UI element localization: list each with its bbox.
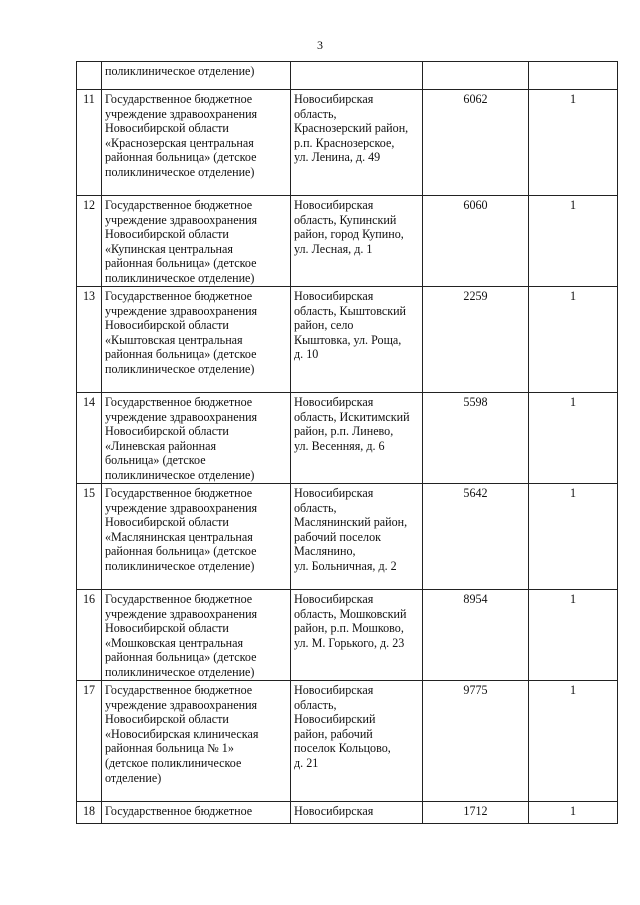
institution-name-cell	[102, 802, 291, 824]
address-line: Маслянинский район,	[294, 515, 408, 530]
page-number: 3	[317, 38, 323, 52]
institution-name-cell	[102, 90, 291, 196]
address-line: Новосибирская	[294, 486, 374, 500]
row-number-cell: 11	[77, 90, 102, 196]
address-cell	[291, 484, 423, 590]
address-line: Новосибирская	[294, 198, 374, 212]
count-cell: 5642	[423, 484, 529, 590]
institution-name-line: отделение)	[105, 770, 162, 785]
table-row-continued	[77, 62, 618, 90]
quantity-cell: 1	[529, 484, 618, 590]
institution-name-line: «Кыштовская центральная	[105, 332, 243, 347]
address-line: Новосибирская	[294, 804, 374, 818]
quantity-cell: 1	[529, 590, 618, 681]
address-line: ул. Больничная, д. 2	[294, 558, 397, 573]
address-line: д. 21	[294, 755, 319, 770]
row-number-cell: 12	[77, 196, 102, 287]
institution-name-line: Государственное бюджетное	[105, 395, 253, 409]
address-line: Кыштовка, ул. Роща,	[294, 332, 402, 347]
row-number-cell: 15	[77, 484, 102, 590]
quantity-cell	[529, 62, 618, 90]
institution-name-line: учреждение здравоохранения	[105, 606, 258, 621]
row-number-cell: 16	[77, 590, 102, 681]
quantity-cell: 1	[529, 90, 618, 196]
address-cell	[291, 287, 423, 393]
institution-name-line: районная больница» (детское	[105, 347, 257, 362]
institution-name-line: поликлиническое отделение)	[105, 64, 255, 78]
row-number-cell: 18	[77, 802, 102, 824]
institution-name-line: «Линевская районная	[105, 438, 217, 453]
count-cell: 6060	[423, 196, 529, 287]
institution-name-line: Новосибирской области	[105, 515, 229, 530]
count-cell: 6062	[423, 90, 529, 196]
row-number-cell	[77, 62, 102, 90]
institution-name-line: Государственное бюджетное	[105, 92, 253, 106]
institution-name-line: Новосибирской области	[105, 621, 229, 636]
institution-name-line: (детское поликлиническое	[105, 755, 242, 770]
quantity-cell: 1	[529, 393, 618, 484]
address-line: район, село	[294, 318, 354, 333]
table-row	[77, 393, 618, 484]
institution-name-line: поликлиническое отделение)	[105, 164, 255, 179]
institution-name-line: Новосибирской области	[105, 712, 229, 727]
address-line: Маслянино,	[294, 544, 356, 559]
address-line: область,	[294, 500, 337, 515]
count-cell: 5598	[423, 393, 529, 484]
institution-name-line: «Купинская центральная	[105, 241, 233, 256]
address-cell	[291, 62, 423, 90]
institution-name-line: Государственное бюджетное	[105, 592, 253, 606]
address-cell	[291, 90, 423, 196]
institution-name-line: поликлиническое отделение)	[105, 664, 255, 679]
institution-name-line: Новосибирской области	[105, 121, 229, 136]
table-row	[77, 590, 618, 681]
institution-name-line: учреждение здравоохранения	[105, 500, 258, 515]
institution-name-line: Государственное бюджетное	[105, 486, 253, 500]
institution-name-line: Государственное бюджетное	[105, 683, 253, 697]
address-line: Новосибирская	[294, 289, 374, 303]
row-number-cell: 17	[77, 681, 102, 802]
address-cell	[291, 802, 423, 824]
institution-name-line: Новосибирской области	[105, 318, 229, 333]
institution-name-cell	[102, 590, 291, 681]
institution-name-line: поликлиническое отделение)	[105, 361, 255, 376]
institution-name-cell	[102, 287, 291, 393]
quantity-cell: 1	[529, 802, 618, 824]
address-line: р.п. Краснозерское,	[294, 135, 395, 150]
address-line: область, Мошковский	[294, 606, 407, 621]
institution-name-line: учреждение здравоохранения	[105, 409, 258, 424]
count-cell: 8954	[423, 590, 529, 681]
address-line: ул. Весенняя, д. 6	[294, 438, 385, 453]
institution-name-line: «Новосибирская клиническая	[105, 726, 259, 741]
table-row	[77, 196, 618, 287]
institution-name-line: Новосибирской области	[105, 227, 229, 242]
institution-name-line: районная больница № 1»	[105, 741, 234, 756]
quantity-cell: 1	[529, 681, 618, 802]
institution-name-line: поликлиническое отделение)	[105, 467, 255, 482]
address-line: область, Кыштовский	[294, 303, 407, 318]
row-number-cell: 14	[77, 393, 102, 484]
institution-name-line: районная больница» (детское	[105, 544, 257, 559]
address-line: ул. Ленина, д. 49	[294, 150, 381, 165]
address-line: район, город Купино,	[294, 227, 404, 242]
institution-name-line: учреждение здравоохранения	[105, 303, 258, 318]
address-line: Краснозерский район,	[294, 121, 409, 136]
institution-name-line: учреждение здравоохранения	[105, 697, 258, 712]
address-line: область,	[294, 697, 337, 712]
address-cell	[291, 196, 423, 287]
institution-name-line: «Маслянинская центральная	[105, 529, 253, 544]
institution-name-cell	[102, 681, 291, 802]
quantity-cell: 1	[529, 196, 618, 287]
address-line: область,	[294, 106, 337, 121]
address-line: район, р.п. Мошково,	[294, 621, 404, 636]
address-line: Новосибирский	[294, 712, 376, 727]
institutions-table	[76, 61, 618, 824]
institution-name-line: Государственное бюджетное	[105, 804, 253, 818]
institution-name-cell	[102, 62, 291, 90]
institution-name-line: больница» (детское	[105, 453, 206, 468]
address-line: Новосибирская	[294, 92, 374, 106]
address-line: район, рабочий	[294, 726, 373, 741]
institution-name-line: Государственное бюджетное	[105, 289, 253, 303]
address-line: район, р.п. Линево,	[294, 424, 394, 439]
institution-name-line: районная больница» (детское	[105, 256, 257, 271]
address-line: Новосибирская	[294, 395, 374, 409]
address-line: область, Искитимский	[294, 409, 410, 424]
address-line: ул. М. Горького, д. 23	[294, 635, 405, 650]
institution-name-line: районная больница» (детское	[105, 650, 257, 665]
address-line: Новосибирская	[294, 683, 374, 697]
institution-name-line: учреждение здравоохранения	[105, 212, 258, 227]
institution-name-cell	[102, 484, 291, 590]
institution-name-line: поликлиническое отделение)	[105, 270, 255, 285]
table-row	[77, 681, 618, 802]
institution-name-line: поликлиническое отделение)	[105, 558, 255, 573]
table-row	[77, 802, 618, 824]
institution-name-line: Новосибирской области	[105, 424, 229, 439]
address-line: ул. Лесная, д. 1	[294, 241, 373, 256]
institution-name-line: «Мошковская центральная	[105, 635, 244, 650]
institution-name-line: «Краснозерская центральная	[105, 135, 254, 150]
address-cell	[291, 681, 423, 802]
institution-name-line: Государственное бюджетное	[105, 198, 253, 212]
row-number-cell: 13	[77, 287, 102, 393]
institution-name-line: учреждение здравоохранения	[105, 106, 258, 121]
quantity-cell: 1	[529, 287, 618, 393]
table-row	[77, 287, 618, 393]
address-cell	[291, 590, 423, 681]
count-cell	[423, 62, 529, 90]
address-line: рабочий поселок	[294, 529, 382, 544]
table-row	[77, 484, 618, 590]
address-line: область, Купинский	[294, 212, 397, 227]
count-cell: 1712	[423, 802, 529, 824]
address-line: Новосибирская	[294, 592, 374, 606]
institution-name-line: районная больница» (детское	[105, 150, 257, 165]
count-cell: 9775	[423, 681, 529, 802]
address-cell	[291, 393, 423, 484]
address-line: поселок Кольцово,	[294, 741, 391, 756]
count-cell: 2259	[423, 287, 529, 393]
table-row	[77, 90, 618, 196]
institution-name-cell	[102, 393, 291, 484]
address-line: д. 10	[294, 347, 319, 362]
institution-name-cell	[102, 196, 291, 287]
